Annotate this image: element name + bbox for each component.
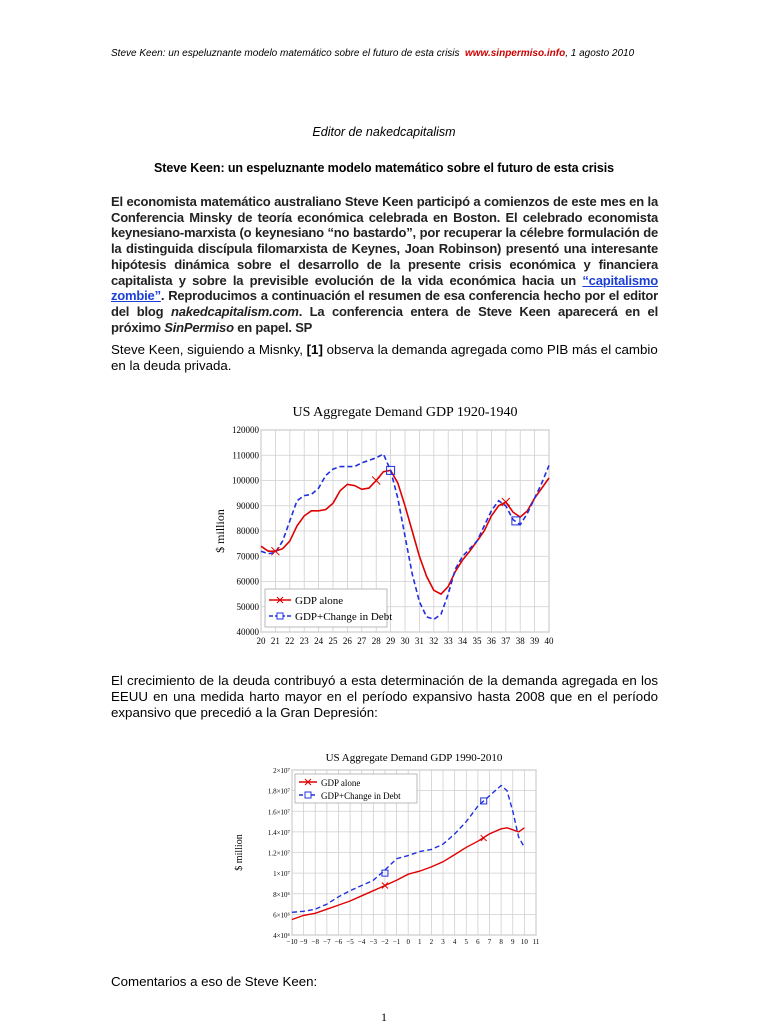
x-tick-label: 29: [386, 636, 396, 646]
x-tick-label: −9: [299, 938, 308, 946]
x-tick-label: 24: [314, 636, 324, 646]
legend-label: GDP+Change in Debt: [321, 791, 401, 801]
p1-text-b: observa la demanda agregada como PIB más el cambio en la deuda privada.: [111, 342, 658, 373]
x-tick-label: 38: [515, 636, 525, 646]
chart-title: US Aggregate Demand GDP 1990-2010: [325, 752, 503, 764]
x-tick-label: 23: [299, 636, 309, 646]
x-tick-label: 6: [476, 938, 480, 946]
y-axis-label: $ million: [234, 834, 245, 871]
x-tick-label: 35: [472, 636, 482, 646]
x-tick-label: 0: [406, 938, 410, 946]
y-tick-label: 80000: [236, 526, 259, 536]
legend-label: GDP+Change in Debt: [295, 611, 393, 623]
x-tick-label: 5: [464, 938, 469, 946]
chart-1990-2010: [230, 745, 540, 947]
intro-text-b: . Reproducimos a continuación el resumen de esa conferencia hecho por el editor del blog: [111, 288, 658, 319]
y-tick-label: 90000: [236, 500, 259, 511]
x-tick-label: 26: [342, 636, 352, 646]
y-tick-label: 120000: [232, 425, 259, 435]
intro-text-c: . La conferencia entera de Steve Keen aparecerá en el próximo: [111, 303, 658, 335]
x-tick-label: 36: [486, 636, 496, 646]
x-tick-label: 33: [443, 636, 453, 646]
x-tick-label: 8: [499, 938, 503, 946]
y-tick-label: 1.4×10⁷: [267, 828, 290, 837]
x-tick-label: −10: [286, 938, 298, 946]
intro-text-a: El economista matemático australiano Steve Keen participó a comienzos de este mes en la Conferencia Minsky de teoría económica celebrada en Boston. El celebrado economista keynesiano-marxista (o keynesiano “no bastardo”, por recuperar la célebre formulación de la distinguida discípula filomarxista de Keynes, Joan Robinson) presentó una interesante hipótesis dinámica sobre el desarrollo de la presente crisis económica y financiera capitalista y sobre la previsible evolución de la vida económica hacia un: [111, 194, 658, 288]
x-tick-label: −5: [346, 938, 354, 946]
legend-label: GDP alone: [295, 595, 344, 607]
editor-line: Editor de nakedcapitalism: [312, 125, 456, 139]
intro-paragraph: [111, 194, 658, 335]
legend-marker: [305, 792, 311, 798]
p1-text-a: Steve Keen, siguiendo a Misnky,: [111, 342, 307, 357]
footnote-ref[interactable]: [1]: [306, 342, 323, 357]
x-tick-label: 4: [452, 938, 457, 946]
x-tick-label: 7: [487, 938, 492, 946]
legend-marker: [277, 613, 283, 619]
legend-label: GDP alone: [321, 778, 361, 788]
running-header-title: Steve Keen: un espeluznante modelo matemático sobre el futuro de esta crisis: [111, 48, 460, 59]
y-tick-label: 40000: [236, 627, 259, 637]
x-tick-label: 21: [270, 636, 280, 646]
header-date: , 1 agosto 2010: [565, 48, 635, 59]
blog-name: nakedcapitalism.com: [170, 303, 299, 319]
x-tick-label: −1: [392, 938, 401, 946]
x-tick-label: 1: [418, 938, 422, 946]
x-tick-label: −7: [323, 938, 331, 946]
capitalismo-zombie-link[interactable]: “capitalismo zombie”: [111, 272, 658, 304]
x-tick-label: −4: [357, 938, 366, 946]
x-tick-label: 22: [285, 636, 295, 646]
x-tick-label: 28: [371, 636, 381, 646]
running-header-source: [465, 48, 634, 59]
x-tick-label: 31: [414, 636, 424, 646]
site-name[interactable]: www.sinpermiso.info: [465, 48, 566, 59]
y-tick-label: 60000: [236, 576, 259, 587]
chart-1920-1940: [215, 398, 555, 660]
x-tick-label: 27: [357, 636, 367, 646]
y-tick-label: 1.6×10⁷: [267, 808, 290, 817]
x-tick-label: 34: [458, 636, 468, 646]
y-tick-label: 1×10⁷: [273, 870, 290, 879]
y-axis-label: $ million: [213, 509, 227, 553]
chart-title: US Aggregate Demand GDP 1920-1940: [292, 405, 518, 420]
y-tick-label: 6×10⁶: [273, 911, 290, 920]
x-tick-label: 25: [328, 636, 338, 646]
y-tick-label: 70000: [236, 551, 259, 562]
x-tick-label: −2: [381, 938, 389, 946]
x-tick-label: 11: [532, 938, 540, 946]
y-tick-label: 1.2×10⁷: [267, 849, 290, 858]
paragraph-debt-growth: El crecimiento de la deuda contribuyó a esta determinación de la demanda agregada en los EEUU en una medida harto mayor en el período expansivo hasta 2008 que en el período expansivo que precedió a la Gran Depresión:: [111, 673, 658, 720]
x-tick-label: 20: [256, 636, 266, 646]
magazine-name: SinPermiso: [164, 319, 234, 335]
intro-text-d: en papel. SP: [233, 319, 313, 335]
paragraph-comments: Comentarios a eso de Steve Keen:: [111, 974, 318, 989]
x-tick-label: −3: [369, 938, 378, 946]
x-tick-label: −8: [311, 938, 319, 946]
y-tick-label: 2×10⁷: [273, 767, 290, 775]
x-tick-label: 37: [501, 636, 511, 646]
x-tick-label: 40: [544, 636, 554, 646]
x-tick-label: 30: [400, 636, 410, 646]
article-title: Steve Keen: un espeluznante modelo matemático sobre el futuro de esta crisis: [154, 161, 614, 175]
y-tick-label: 100000: [232, 475, 259, 486]
y-tick-label: 50000: [236, 601, 259, 612]
x-tick-label: 10: [520, 938, 528, 946]
paragraph-demand: [111, 342, 658, 374]
y-tick-label: 1.8×10⁷: [267, 787, 290, 796]
x-tick-label: −6: [334, 938, 343, 946]
y-tick-label: 110000: [232, 450, 259, 461]
x-tick-label: 32: [429, 636, 439, 646]
y-tick-label: 8×10⁶: [273, 890, 290, 899]
y-tick-label: 4×10⁶: [273, 932, 290, 940]
x-tick-label: 3: [441, 938, 445, 946]
page-number: 1: [381, 1010, 387, 1024]
x-tick-label: 2: [429, 938, 434, 946]
x-tick-label: 9: [511, 938, 515, 946]
x-tick-label: 39: [530, 636, 540, 646]
